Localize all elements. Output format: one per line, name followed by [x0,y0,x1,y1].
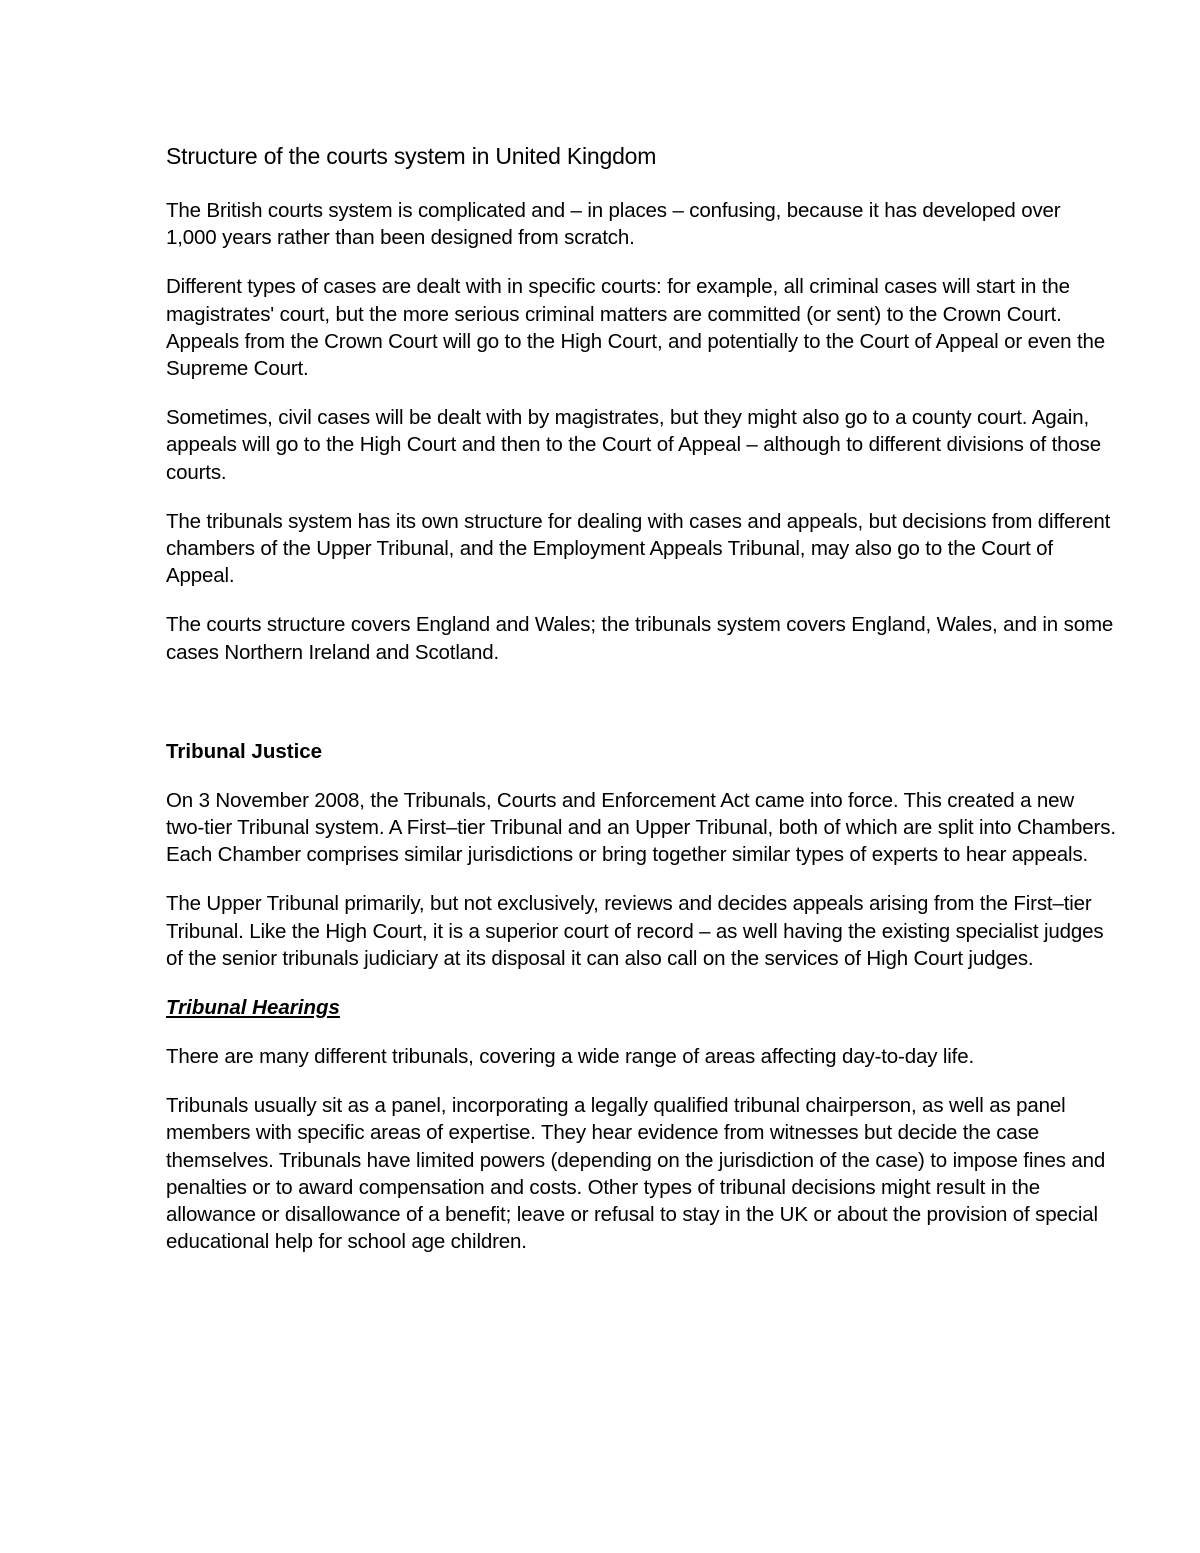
intro-paragraph: Sometimes, civil cases will be dealt with by magistrates, but they might also go to a county court. Again, appeals will go to the High Court and then to the Court of Appeal – although to different divisions of those courts. [166,406,1102,484]
intro-paragraph: Different types of cases are dealt with in specific courts: for example, all criminal cases will start in the magistrates' court, but the more serious criminal matters are committed (or sent) to the Crown Court. Appeals from the Crown Court will go to the High Court, and potentially to the Court of Appeal or even the Supreme Court. [166,275,1106,381]
document-page [166,141,1116,1277]
document-title: Structure of the courts system in United Kingdom [166,143,657,169]
intro-paragraph: The British courts system is complicated and – in places – confusing, because it has developed over 1,000 years rather than been designed from scratch. [166,199,1061,250]
sub-paragraph: Tribunals usually sit as a panel, incorporating a legally qualified tribunal chairperson, as well as panel members with specific areas of expertise. They hear evidence from witnesses but decide the case themselves. Tribunals have limited powers (depending on the jurisdiction of the case) to impose fines and penalties or to award compensation and costs. Other types of tribunal decisions might result in the allowance or disallowance of a benefit; leave or refusal to stay in the UK or about the provision of special educational help for school age children. [166,1094,1106,1254]
section-paragraph: The Upper Tribunal primarily, but not exclusively, reviews and decides appeals arising from the First–tier Tribunal. Like the High Court, it is a superior court of record – as well having the existing specialist judges of the senior tribunals judiciary at its disposal it can also call on the services of High Court judges. [166,892,1104,970]
section-heading: Tribunal Justice [166,739,323,763]
sub-paragraph: There are many different tribunals, covering a wide range of areas affecting day-to-day life. [166,1045,975,1069]
intro-paragraph: The courts structure covers England and Wales; the tribunals system covers England, Wales, and in some cases Northern Ireland and Scotland. [166,613,1114,664]
intro-paragraph: The tribunals system has its own structure for dealing with cases and appeals, but decisions from different chambers of the Upper Tribunal, and the Employment Appeals Tribunal, may also go to the Court of Appeal. [166,509,1111,588]
section-paragraph: On 3 November 2008, the Tribunals, Courts and Enforcement Act came into force. This created a new two-tier Tribunal system. A First–tier Tribunal and an Upper Tribunal, both of which are split into Chambers. Each Chamber comprises similar jurisdictions or bring together similar types of experts to hear appeals. [166,788,1116,867]
subheading: Tribunal Hearings [166,996,340,1020]
